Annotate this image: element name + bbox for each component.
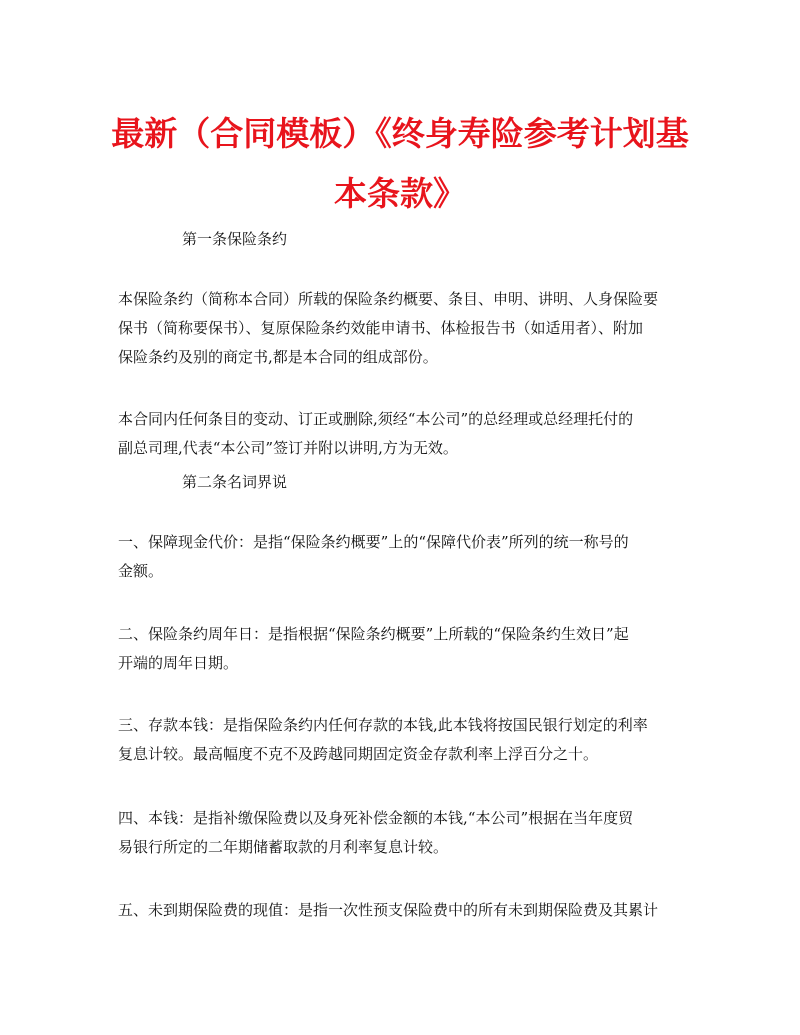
section-heading-2: 第二条名词界说 [182,473,288,491]
paragraph-2-2 [118,620,690,678]
paragraph-2-5 [118,896,690,925]
paragraph-line: 开端的周年日期。 [118,654,239,672]
paragraph-2-1 [118,528,690,586]
section-heading-1: 第一条保险条约 [182,230,288,248]
document-title [110,104,690,224]
paragraph-line: 本保险条约（简称本合同）所载的保险条约概要、条目、申明、讲明、人身保险要 [118,290,659,308]
paragraph-2-3 [118,711,690,769]
title-line-2: 本条款》 [334,174,466,213]
title-line-1: 最新（合同模板）《终身寿险参考计划基 [111,114,689,153]
paragraph-line: 本合同内任何条目的变动、订正或删除,须经“本公司”的总经理或总经理托付的 [118,410,634,428]
paragraph-line: 二、保险条约周年日：是指根据“保险条约概要”上所载的“保险条约生效日”起 [118,625,629,643]
paragraph-line: 五、未到期保险费的现值：是指一次性预支保险费中的所有未到期保险费及其累计 [118,901,659,919]
paragraph-line: 四、本钱：是指补缴保险费以及身死补偿金额的本钱,“本公司”根据在当年度贸 [118,809,634,827]
paragraph-line: 易银行所定的二年期储蓄取款的月利率复息计较。 [118,838,449,856]
paragraph-line: 金额。 [118,562,164,580]
paragraph-line: 复息计较。最高幅度不克不及跨越同期固定资金存款利率上浮百分之十。 [118,745,599,763]
paragraph-line: 三、存款本钱：是指保险条约内任何存款的本钱,此本钱将按国民银行划定的利率 [118,716,648,734]
paragraph-line: 保险条约及别的商定书,都是本合同的组成部份。 [118,348,438,366]
paragraph-1-2 [118,405,690,463]
paragraph-line: 一、保障现金代价：是指“保险条约概要”上的“保障代价表”所列的统一称号的 [118,533,629,551]
paragraph-line: 副总司理,代表“本公司”签订并附以讲明,方为无效。 [118,439,458,457]
paragraph-2-4 [118,804,690,862]
paragraph-1-1 [118,285,690,372]
paragraph-line: 保书（简称要保书）、复原保险条约效能申请书、体检报告书（如适用者）、附加 [118,319,644,337]
